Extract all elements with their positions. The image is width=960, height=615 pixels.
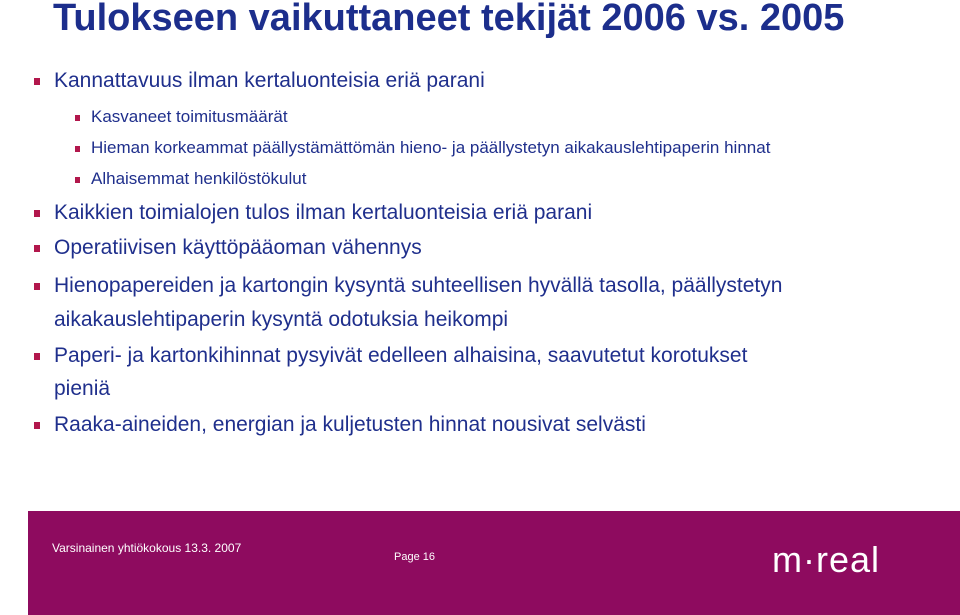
bullet-item — [54, 198, 592, 228]
bullet-text: Operatiivisen käyttöpääoman vähennys — [54, 236, 422, 259]
footer-bar — [28, 511, 960, 615]
bullet-text-line1: Hienopapereiden ja kartongin kysyntä suhteellisen hyvällä tasolla, päällystetyn — [54, 274, 783, 297]
bullet-item — [54, 410, 646, 440]
square-bullet-icon — [75, 177, 80, 183]
sub-bullet-text: Kasvaneet toimitusmäärät — [91, 107, 288, 126]
sub-bullet-item — [91, 167, 306, 191]
bullet-continuation — [54, 305, 508, 335]
bullet-text-line1: Paperi- ja kartonkihinnat pysyivät edelleen alhaisina, saavutetut korotukset — [54, 344, 748, 367]
sub-bullet-text: Alhaisemmat henkilöstökulut — [91, 169, 307, 188]
slide-title: Tulokseen vaikuttaneet tekijät 2006 vs. 2005 — [53, 0, 845, 39]
bullet-item — [54, 66, 485, 96]
page-number: Page 16 — [394, 551, 435, 563]
footer-meeting-label: Varsinainen yhtiökokous 13.3. 2007 — [52, 541, 242, 555]
bullet-item — [54, 271, 782, 301]
square-bullet-icon — [75, 146, 80, 152]
bullet-text-line2: pieniä — [54, 377, 111, 400]
bullet-text-line2: aikakauslehtipaperin kysyntä odotuksia heikompi — [54, 308, 509, 331]
logo-wordmark: m·real — [772, 539, 881, 580]
square-bullet-icon — [34, 422, 40, 429]
bullet-text: Raaka-aineiden, energian ja kuljetusten hinnat nousivat selvästi — [54, 413, 646, 436]
square-bullet-icon — [34, 353, 40, 360]
square-bullet-icon — [34, 283, 40, 290]
sub-bullet-item — [91, 105, 288, 129]
bullet-continuation — [54, 374, 110, 404]
mreal-logo — [772, 540, 932, 580]
bullet-item — [54, 341, 747, 371]
square-bullet-icon — [75, 115, 80, 121]
sub-bullet-item — [91, 136, 770, 160]
square-bullet-icon — [34, 210, 40, 217]
sub-bullet-text: Hieman korkeammat päällystämättömän hieno- ja päällystetyn aikakauslehtipaperin hinnat — [91, 138, 771, 157]
square-bullet-icon — [34, 78, 40, 85]
square-bullet-icon — [34, 245, 40, 252]
bullet-text: Kaikkien toimialojen tulos ilman kertaluonteisia eriä parani — [54, 201, 593, 224]
bullet-item — [54, 233, 422, 263]
bullet-text: Kannattavuus ilman kertaluonteisia eriä parani — [54, 69, 485, 92]
